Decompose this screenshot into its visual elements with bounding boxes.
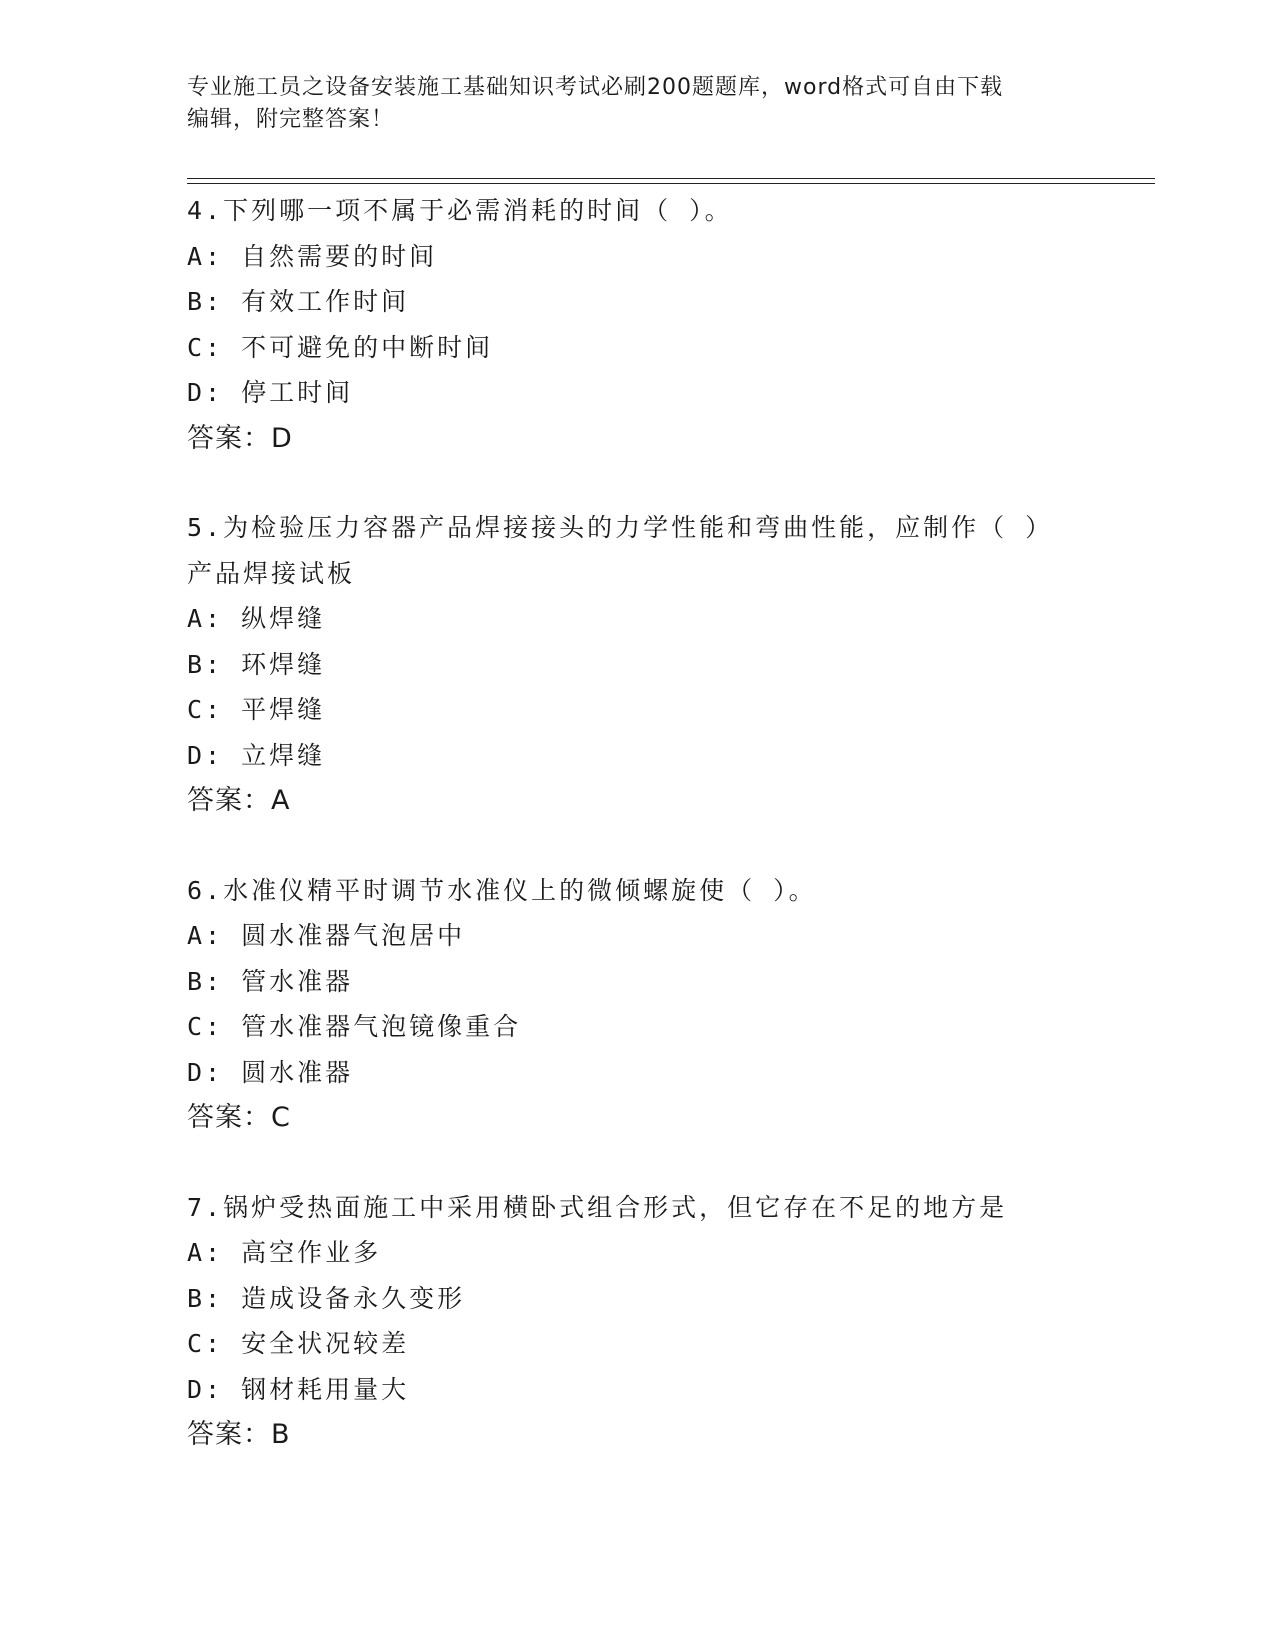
document-header [187,72,1067,136]
option-b: B: 造成设备永久变形 [187,1283,466,1313]
option-d: D: 立焊缝 [187,740,326,770]
question-4 [187,188,1087,461]
answer-label: 答案：C [187,1102,291,1133]
option-c: C: 不可避免的中断时间 [187,332,494,362]
option-d: D: 停工时间 [187,378,354,407]
option-b: B: 管水准器 [187,966,354,996]
question-stem-continued: 产品焊接试板 [187,558,356,588]
option-c: C: 安全状况较差 [187,1329,410,1358]
header-divider-top [187,178,1155,179]
question-stem: 4.下列哪一项不属于必需消耗的时间（ ）。 [187,196,733,225]
option-b: B: 环焊缝 [187,649,326,679]
option-d: D: 圆水准器 [187,1057,354,1087]
option-a: A: 自然需要的时间 [187,241,438,271]
answer-label: 答案：B [187,1419,291,1450]
answer-label: 答案：D [187,422,293,454]
header-divider-bottom [187,183,1155,184]
option-a: A: 高空作业多 [187,1238,382,1267]
question-7 [187,1185,1087,1458]
header-line-1: 专业施工员之设备安装施工基础知识考试必刷200题题库，word格式可自由下载 [187,75,1004,100]
question-stem: 7.锅炉受热面施工中采用横卧式组合形式，但它存在不足的地方是 [187,1192,1008,1222]
option-a: A: 纵焊缝 [187,604,326,633]
header-line-2: 编辑，附完整答案！ [187,107,395,132]
question-stem: 5.为检验压力容器产品焊接接头的力学性能和弯曲性能，应制作（ ） [187,513,1054,542]
option-d: D: 钢材耗用量大 [187,1374,410,1404]
option-c: C: 平焊缝 [187,695,326,724]
question-stem: 6.水准仪精平时调节水准仪上的微倾螺旋使（ ）。 [187,875,817,905]
answer-label: 答案：A [187,785,291,816]
option-c: C: 管水准器气泡镜像重合 [187,1012,522,1041]
question-6 [187,868,1087,1141]
question-5 [187,505,1087,824]
option-b: B: 有效工作时间 [187,287,410,316]
option-a: A: 圆水准器气泡居中 [187,921,466,950]
question-list [187,188,1087,1502]
